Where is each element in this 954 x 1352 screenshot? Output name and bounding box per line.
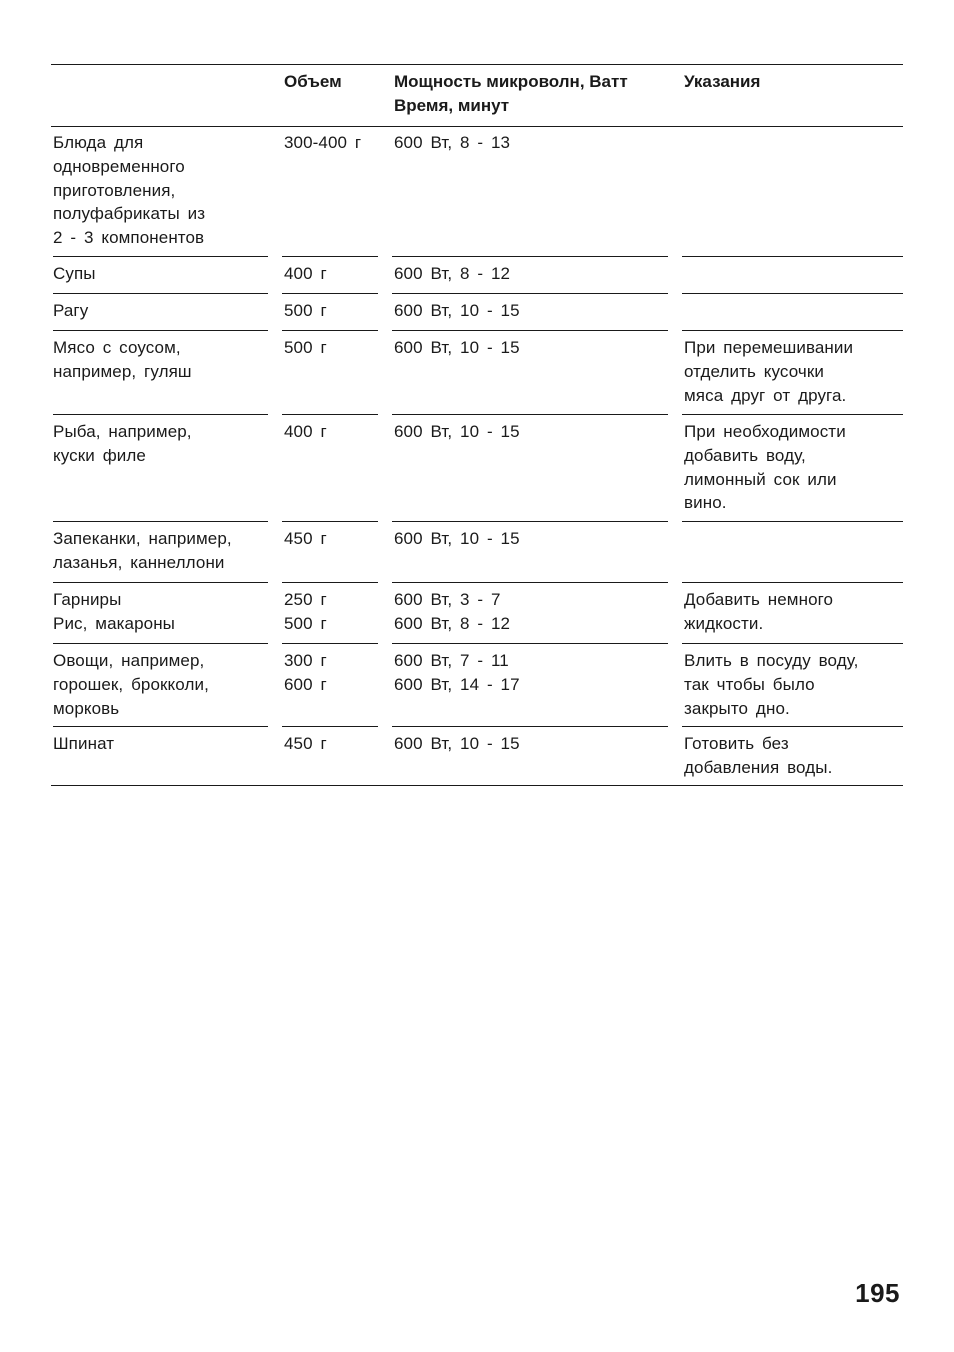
cell-notes xyxy=(682,257,903,294)
cell-volume: 300 г 600 г xyxy=(282,644,378,727)
header-power-time: Мощность микроволн, Ватт Время, минут xyxy=(394,72,628,115)
cell-power-time: 600 Вт, 10 - 15 xyxy=(392,522,668,583)
cell-dish: Блюда для одновременного приготовления, полуфабрикаты из 2 - 3 компонентов xyxy=(53,126,268,257)
cell-notes xyxy=(682,522,903,583)
cell-notes: Добавить немного жидкости. xyxy=(682,583,903,644)
cell-power-time: 600 Вт, 8 - 13 xyxy=(392,126,668,257)
cell-notes: Готовить без добавления воды. xyxy=(684,734,833,777)
table-row xyxy=(51,294,903,331)
cell-notes xyxy=(682,294,903,331)
cell-notes: При необходимости добавить воду, лимонный сок или вино. xyxy=(682,415,903,522)
page-number: 195 xyxy=(855,1278,900,1308)
cell-dish: Овощи, например, горошек, брокколи, морковь xyxy=(53,644,268,727)
cell-power-time: 600 Вт, 7 - 11 600 Вт, 14 - 17 xyxy=(392,644,668,727)
cell-dish: Мясо с соусом, например, гуляш xyxy=(53,331,268,415)
table-bottom-rule xyxy=(51,785,903,786)
header-volume: Объем xyxy=(284,72,342,91)
cell-volume: 250 г 500 г xyxy=(282,583,378,644)
cell-power-time: 600 Вт, 10 - 15 xyxy=(392,331,668,415)
cell-power-time: 600 Вт, 8 - 12 xyxy=(392,257,668,294)
table-row xyxy=(51,522,903,583)
cell-dish: Рагу xyxy=(53,294,268,331)
cell-dish: Шпинат xyxy=(53,734,115,753)
table-row xyxy=(51,126,903,257)
table-row xyxy=(51,727,903,785)
cell-volume: 500 г xyxy=(282,294,378,331)
cell-dish: Рыба, например, куски филе xyxy=(53,415,268,522)
table-row xyxy=(51,583,903,644)
table-row xyxy=(51,644,903,727)
cell-power-time: 600 Вт, 10 - 15 xyxy=(392,415,668,522)
table-row xyxy=(51,331,903,415)
table-row xyxy=(51,257,903,294)
cell-volume: 450 г xyxy=(282,522,378,583)
header-notes: Указания xyxy=(684,72,761,91)
cell-volume: 500 г xyxy=(282,331,378,415)
cell-volume: 400 г xyxy=(282,257,378,294)
cell-dish: Запеканки, например, лазанья, каннеллони xyxy=(53,522,268,583)
cell-power-time: 600 Вт, 3 - 7 600 Вт, 8 - 12 xyxy=(392,583,668,644)
table-header xyxy=(51,64,903,127)
cell-notes: При перемешивании отделить кусочки мяса друг от друга. xyxy=(682,331,903,415)
cell-volume: 300-400 г xyxy=(282,126,378,257)
cell-volume: 400 г xyxy=(282,415,378,522)
cell-notes: Влить в посуду воду, так чтобы было закрыто дно. xyxy=(682,644,903,727)
cell-volume: 450 г xyxy=(284,734,327,753)
cell-notes xyxy=(682,126,903,257)
table-row xyxy=(51,415,903,522)
cell-dish: Гарниры Рис, макароны xyxy=(53,583,268,644)
cell-power-time: 600 Вт, 10 - 15 xyxy=(394,734,520,753)
cell-dish: Супы xyxy=(53,257,268,294)
cell-power-time: 600 Вт, 10 - 15 xyxy=(392,294,668,331)
